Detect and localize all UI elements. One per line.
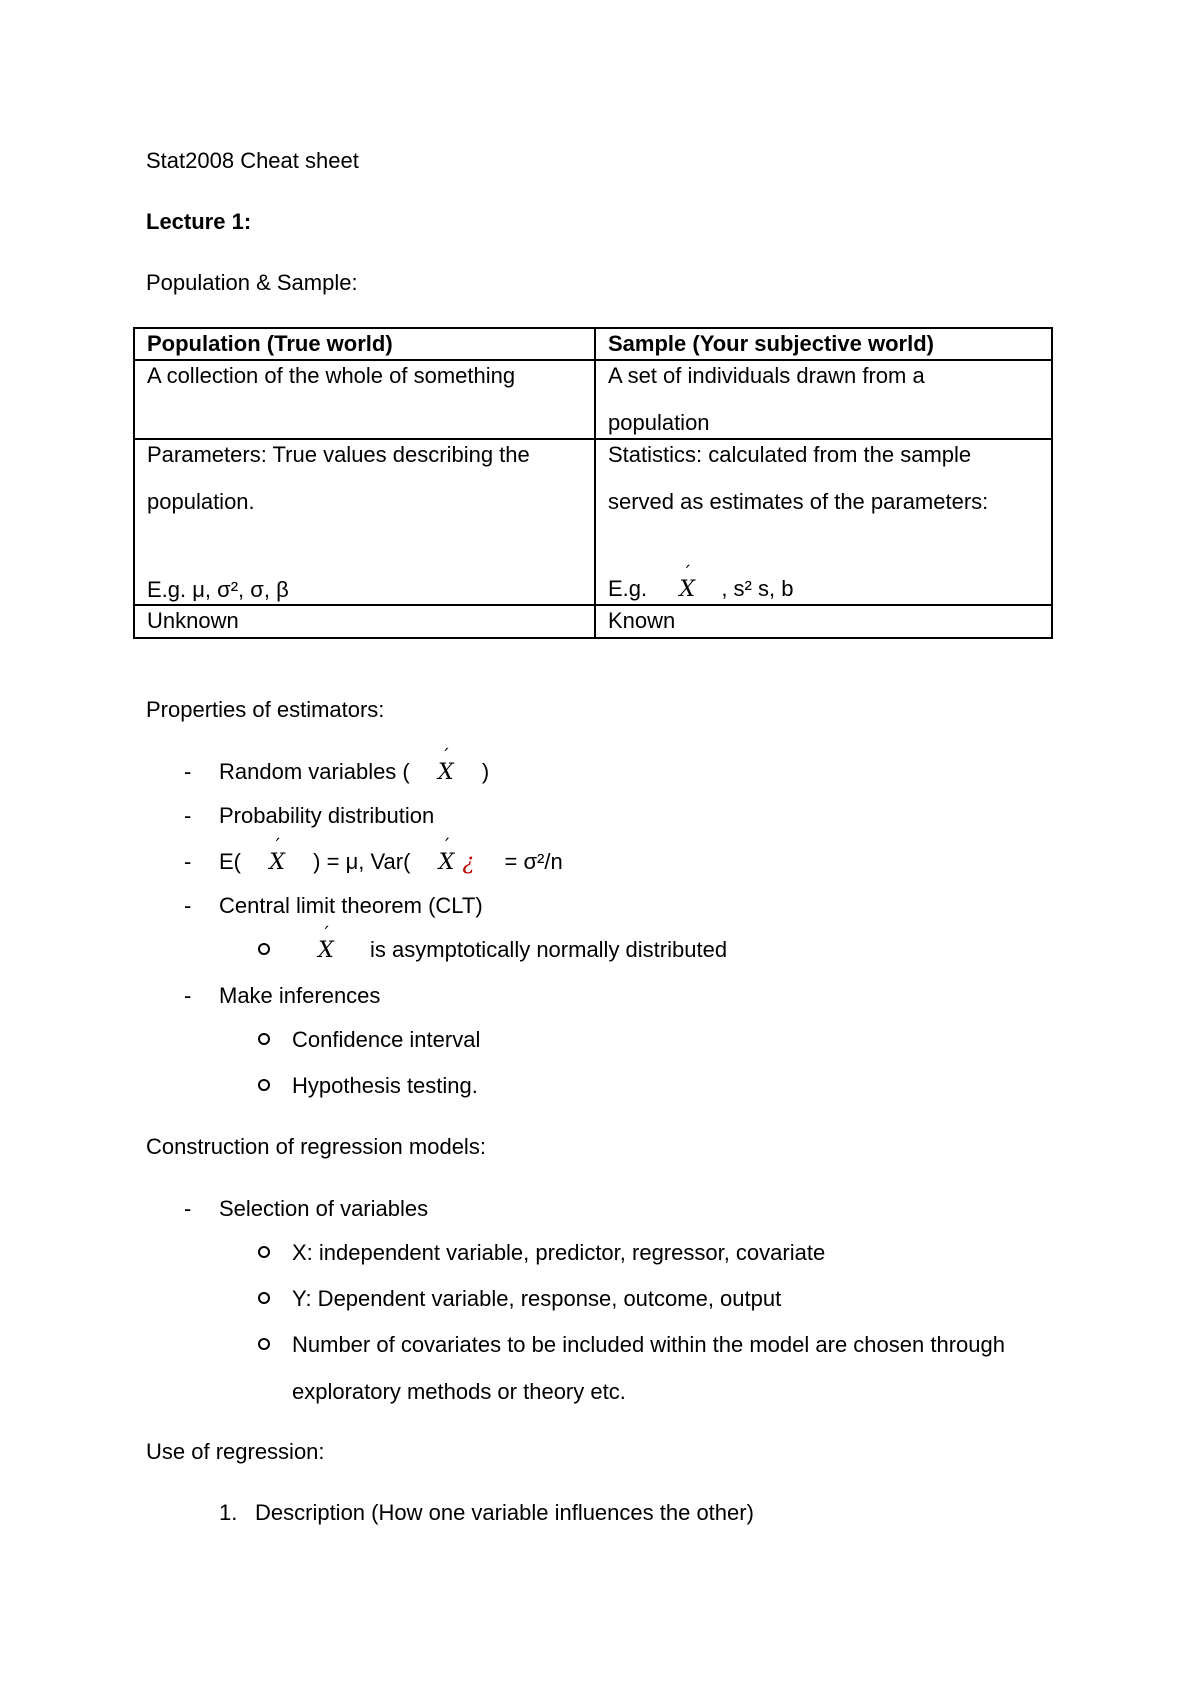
bullet-dash: - xyxy=(184,803,192,828)
document-title: Stat2008 Cheat sheet xyxy=(146,148,359,173)
bullet-circle-icon xyxy=(258,943,270,955)
bullet-dash: - xyxy=(184,983,192,1008)
statistics-example xyxy=(608,576,793,603)
x-bar-symbol: ´ X xyxy=(316,938,336,964)
sample-definition-line-2: population xyxy=(608,409,710,435)
x-bar-symbol: ´ X xyxy=(267,850,287,876)
list-item: Probability distribution xyxy=(219,803,435,828)
parameters-example: E.g. μ, σ², σ, β xyxy=(147,576,289,602)
header-sample: Sample (Your subjective world) xyxy=(595,328,1052,360)
bullet-circle-icon xyxy=(258,1033,270,1045)
x-bar-symbol: ´ X xyxy=(677,577,697,603)
list-item-continuation: exploratory methods or theory etc. xyxy=(292,1379,626,1404)
population-sample-table xyxy=(133,327,1053,639)
x-bar-symbol: ´ X xyxy=(436,760,456,786)
list-item: ´ X is asymptotically normally distributed xyxy=(292,937,727,964)
x-bar-symbol: ´ X xyxy=(437,850,457,876)
bullet-dash: - xyxy=(184,759,192,784)
cell-parameters xyxy=(134,439,595,605)
list-item: Central limit theorem (CLT) xyxy=(219,893,483,918)
list-item: Hypothesis testing. xyxy=(292,1073,478,1098)
list-item: E( ´ X ) = μ, Var( ´ X ¿ = σ²/n xyxy=(219,849,563,876)
lecture-heading: Lecture 1: xyxy=(146,209,252,234)
construction-heading: Construction of regression models: xyxy=(146,1134,486,1159)
cell-sample-definition xyxy=(595,360,1052,439)
list-item: Confidence interval xyxy=(292,1027,481,1052)
table-header-row xyxy=(134,328,1052,360)
list-item: Random variables ( ´ X ) xyxy=(219,759,489,786)
list-number: 1. xyxy=(219,1500,238,1525)
cell-unknown: Unknown xyxy=(134,605,595,637)
estimators-heading: Properties of estimators: xyxy=(146,697,385,722)
list-item: Y: Dependent variable, response, outcome, output xyxy=(292,1286,782,1311)
statistics-line-2: served as estimates of the parameters: xyxy=(608,488,989,514)
table-row xyxy=(134,360,1052,439)
list-item: Number of covariates to be included within the model are chosen through xyxy=(292,1332,1005,1357)
cell-known: Known xyxy=(595,605,1052,637)
statistics-line-1: Statistics: calculated from the sample xyxy=(608,442,972,468)
bullet-dash: - xyxy=(184,893,192,918)
table-row xyxy=(134,439,1052,605)
bullet-circle-icon xyxy=(258,1292,270,1304)
bullet-dash: - xyxy=(184,1196,192,1221)
cell-population-definition xyxy=(134,360,595,439)
list-item: X: independent variable, predictor, regressor, covariate xyxy=(292,1240,826,1265)
sample-definition-line-1: A set of individuals drawn from a xyxy=(608,363,925,389)
cell-statistics xyxy=(595,439,1052,605)
statistics-example-rest: , s² s, b xyxy=(721,575,794,601)
table-row xyxy=(134,605,1052,637)
parameters-line-2: population. xyxy=(147,488,255,514)
list-item: Description (How one variable influences the other) xyxy=(255,1500,754,1525)
parameters-line-1: Parameters: True values describing the xyxy=(147,442,530,468)
bullet-circle-icon xyxy=(258,1079,270,1091)
bullet-dash: - xyxy=(184,849,192,874)
inverted-question-glyph: ¿ xyxy=(462,850,475,875)
list-item: Selection of variables xyxy=(219,1196,429,1221)
bullet-circle-icon xyxy=(258,1246,270,1258)
population-sample-heading: Population & Sample: xyxy=(146,270,358,295)
list-item: Make inferences xyxy=(219,983,381,1008)
header-population: Population (True world) xyxy=(134,328,595,360)
statistics-example-label: E.g. xyxy=(608,575,648,601)
bullet-circle-icon xyxy=(258,1338,270,1350)
population-definition-text: A collection of the whole of something xyxy=(147,363,516,389)
use-heading: Use of regression: xyxy=(146,1439,325,1464)
